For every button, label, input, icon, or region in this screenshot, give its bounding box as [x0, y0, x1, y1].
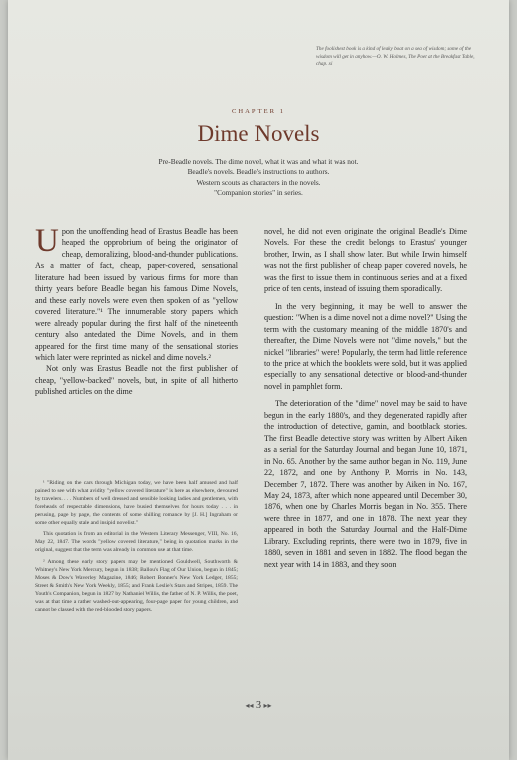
drop-cap: U: [35, 223, 59, 259]
contents-line: Pre-Beadle novels. The dime novel, what it was and what it was not.: [158, 157, 359, 166]
chapter-label: CHAPTER 1: [232, 108, 285, 115]
paragraph: novel, he did not even originate the original Beadle's Dime Novels. For these the credit belongs to Erastus' younger brother, Irwin, as I shall show later. But while Irwin himself was not the first publisher of cheap paper covered novels, he was the first to issue them in continuous series and at a fixed price of ten cents, instead of issuing them sporadically.: [264, 227, 467, 294]
epigraph: The foolishest book is a kind of leaky boat on a sea of wisdom; some of the wisdom will get in anyhow.—O. W. Holmes, The Poet at the Breakfast Table, chap. xi: [316, 46, 475, 68]
left-column: [35, 223, 238, 398]
footnote: ¹ "Riding on the cars through Michigan today, we have been half amused and half pained to see with what avidity "yellow covered literature" is here as elsewhere, devoured by travelers. . . . Numbers of well dressed and sensible looking ladies and gentlemen, with foreheads of respectable dimensions, have busied themselves for hours today . . . in perusing, page by page, the contents of some shilling romance by [J. H.] Ingraham or some other equally stale and insipid novelist.": [35, 480, 238, 526]
chapter-title: Dime Novels: [197, 121, 320, 146]
ornament-right-icon: ▸▸: [263, 701, 272, 710]
chapter-contents: [8, 157, 509, 199]
ornament-left-icon: ◂◂: [245, 701, 254, 710]
contents-line: "Companion stories" in series.: [214, 188, 303, 198]
right-column: [264, 226, 467, 570]
footnote: ² Among these early story papers may be mentioned Gouldwell, Southworth & Whitney's New York Mercury, begun in 1838; Ballou's Flag of Our Union, begun in 1845; Moses & Dow's Waverley Magazine, 1846; Robert Bonner's New York Ledger, 1855; Street & Smith's New York Weekly, 1855; and Frank Leslie's Stars and Stripes, 1859. The Youth's Companion, begun in 1827 by Nathaniel Willis, the father of N. P. Willis, the poet, was at that time a rather washed-out-appearing, four-page paper for young children, and cannot be classed with the red-blooded story papers.: [35, 559, 238, 613]
page-number: 3: [256, 700, 261, 711]
paragraph: In the very beginning, it may be well to answer the question: "When is a dime novel not a dime novel?" Using the term with the customary meaning of the middle 1870's and thereafter, the Dime Novels were not "dime novels," but the nickel "libraries" were! Popularly, the term had little reference to the price at which the booklets were sold, but it was applied especially to any sensational detective or blood-and-thunder novel in pamphlet form.: [264, 301, 467, 391]
book-page: [8, 0, 509, 760]
page-number-area: [8, 700, 509, 711]
footnotes: [35, 480, 238, 619]
footnote: This quotation is from an editorial in the Western Literary Messenger, VIII, No. 16, May 22, 1847. The words "yellow covered literature," being in quotation marks in the original, suggest that the term was already in common use at that time.: [35, 531, 238, 554]
contents-line: Western scouts as characters in the novels.: [196, 177, 321, 187]
contents-line: Beadle's novels. Beadle's instructions to authors.: [187, 167, 330, 177]
paragraph: The deterioration of the "dime" novel may be said to have begun in the early 1880's, and they degenerated rapidly after the introduction of detective, gamin, and bootblack stories. The first Beadle detective story was written by Albert Aiken as a serial for the Saturday Journal and began June 10, 1871, in No. 65. Another by the same author began in No. 119, June 22, 1872, and one by Anthony P. Morris in No. 143, December 7, 1872. There was another by Aiken in No. 167, May 24, 1873, after which none appeared until December 30, 1876, when one by Charles Morris began in No. 355. There were three in 1877, and one in 1878. The next year they appeared in both the Saturday Journal and the Half-Dime Library. Excluding reprints, there were two in 1879, five in 1880, seven in 1881 and seven in 1882. The flood began the next year with 14 in 1883, and they soon: [264, 399, 467, 569]
paragraph: Not only was Erastus Beadle not the first publisher of cheap, "yellow-backed" novels, but, in spite of all hitherto published articles on the dime: [35, 364, 238, 397]
paragraph: pon the unoffending head of Erastus Beadle has been heaped the opprobrium of being the originator of cheap, demoralizing, blood-and-thunder publications. As a matter of fact, cheap, paper-covered, sensational literature had been issued by various firms for more than thirty years before Beadle began his famous Dime Novels, and these early novels were even then spoken of as "yellow covered literature."¹ The innumerable story papers which were already popular during the first half of the nineteenth century also antedated the Dime Novels, and in them appeared for the first time many of the sensational stories which later were reprinted as nickel and dime novels.²: [35, 227, 238, 362]
